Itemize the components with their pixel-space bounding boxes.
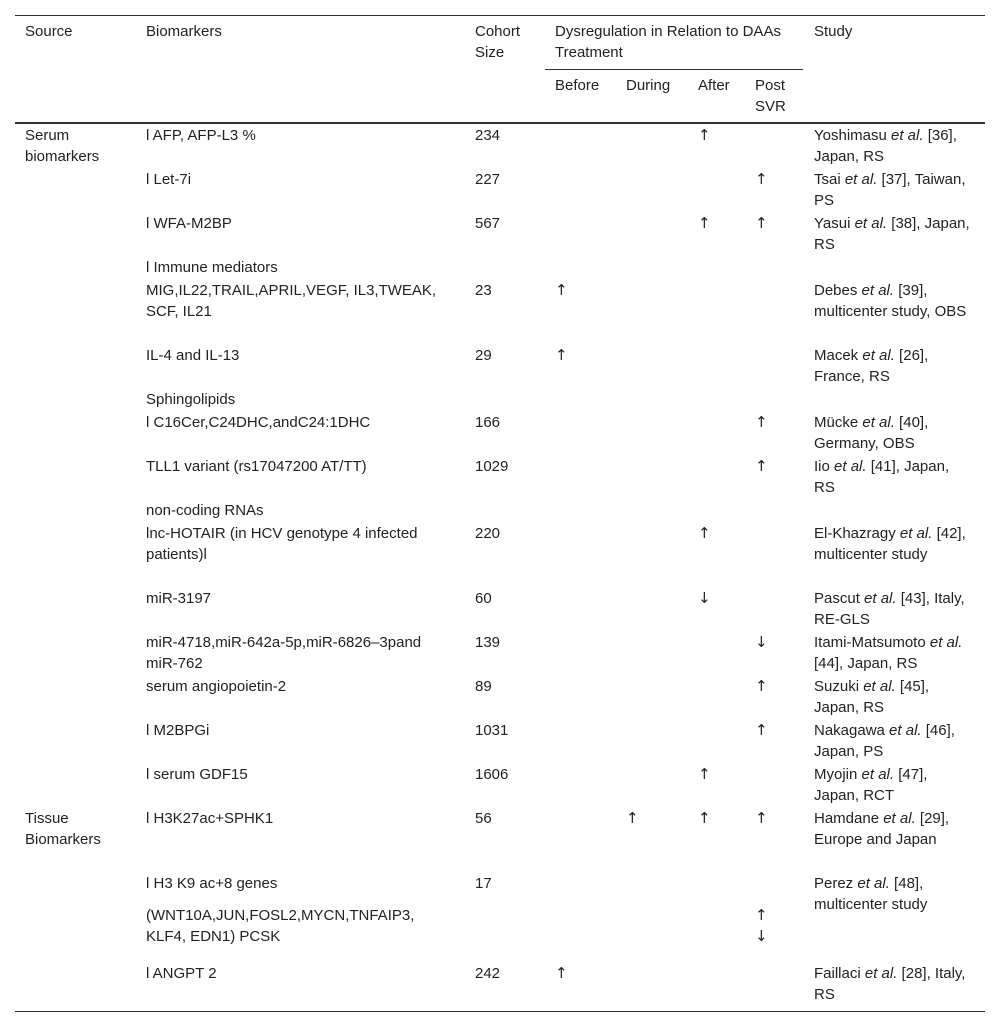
cohort-size-cell: 567 xyxy=(475,215,501,232)
study-cell: Yasui et al. [38], Japan, RS xyxy=(814,215,970,253)
post-svr-arrow: ↑ ↓ xyxy=(755,906,768,945)
post-svr-arrow: ↑ xyxy=(755,677,768,695)
post-svr-arrow: ↑ xyxy=(755,413,768,431)
biomarker-cell: l M2BPGi xyxy=(146,722,210,739)
study-cell: Debes et al. [39], multicenter study, OBS xyxy=(814,282,967,320)
study-cell: Mücke et al. [40], Germany, OBS xyxy=(814,414,929,452)
cohort-size-cell: 1029 xyxy=(475,458,509,475)
cohort-size-cell: 166 xyxy=(475,414,501,431)
cohort-size-cell: 89 xyxy=(475,678,492,695)
after-arrow: ↑ xyxy=(698,809,711,827)
study-cell: Nakagawa et al. [46], Japan, PS xyxy=(814,722,955,760)
header-post-svr: Post SVR xyxy=(755,77,786,115)
cohort-size-cell: 1031 xyxy=(475,722,509,739)
biomarker-cell: l Immune mediators xyxy=(146,259,278,276)
study-cell: Suzuki et al. [45], Japan, RS xyxy=(814,678,930,716)
biomarker-cell: MIG,IL22,TRAIL,APRIL,VEGF, IL3,TWEAK, SCF, IL21 xyxy=(146,282,437,320)
group-tissue: Tissue Biomarkers xyxy=(25,810,101,848)
study-cell: Myojin et al. [47], Japan, RCT xyxy=(814,766,928,804)
cohort-size-cell: 227 xyxy=(475,171,501,188)
after-arrow: ↑ xyxy=(698,765,711,783)
during-arrow: ↑ xyxy=(626,809,639,827)
cohort-size-cell: 17 xyxy=(475,875,492,892)
biomarker-cell: TLL1 variant (rs17047200 AT/TT) xyxy=(146,458,367,475)
cohort-size-cell: 242 xyxy=(475,965,501,982)
study-cell: Itami-Matsumoto et al. [44], Japan, RS xyxy=(814,634,963,672)
header-rule xyxy=(15,122,985,124)
biomarker-cell: l WFA-M2BP xyxy=(146,215,232,232)
study-cell: Yoshimasu et al. [36], Japan, RS xyxy=(814,127,957,165)
biomarker-cell: serum angiopoietin-2 xyxy=(146,678,287,695)
header-during: During xyxy=(626,77,671,94)
before-arrow: ↑ xyxy=(555,964,568,982)
header-cohort-size: Cohort Size xyxy=(475,23,521,61)
biomarker-cell: l AFP, AFP-L3 % xyxy=(146,127,256,144)
biomarker-cell: l ANGPT 2 xyxy=(146,965,217,982)
after-arrow: ↑ xyxy=(698,524,711,542)
study-cell: Pascut et al. [43], Italy, RE-GLS xyxy=(814,590,965,628)
biomarker-cell: l serum GDF15 xyxy=(146,766,248,783)
header-subrule xyxy=(545,69,803,70)
cohort-size-cell: 29 xyxy=(475,347,492,364)
top-rule xyxy=(15,15,985,16)
biomarker-cell: miR-3197 xyxy=(146,590,212,607)
cohort-size-cell: 234 xyxy=(475,127,501,144)
biomarker-cell: l Let-7i xyxy=(146,171,192,188)
post-svr-arrow: ↑ xyxy=(755,721,768,739)
cohort-size-cell: 1606 xyxy=(475,766,509,783)
cohort-size-cell: 60 xyxy=(475,590,492,607)
cohort-size-cell: 139 xyxy=(475,634,501,651)
header-study: Study xyxy=(814,23,853,40)
biomarker-cell: l H3K27ac+SPHK1 xyxy=(146,810,274,827)
biomarker-cell: (WNT10A,JUN,FOSL2,MYCN,TNFAIP3, KLF4, EDN1) PCSK xyxy=(146,907,415,945)
biomarker-cell: l H3 K9 ac+8 genes xyxy=(146,875,278,892)
biomarker-cell: l C16Cer,C24DHC,andC24:1DHC xyxy=(146,414,371,431)
after-arrow: ↑ xyxy=(698,126,711,144)
post-svr-arrow: ↑ xyxy=(755,170,768,188)
biomarker-cell: non-coding RNAs xyxy=(146,502,264,519)
header-dysregulation: Dysregulation in Relation to DAAs Treatment xyxy=(555,23,781,61)
cohort-size-cell: 220 xyxy=(475,525,501,542)
cohort-size-cell: 56 xyxy=(475,810,492,827)
study-cell: Tsai et al. [37], Taiwan, PS xyxy=(814,171,966,209)
header-biomarkers: Biomarkers xyxy=(146,23,222,40)
after-arrow: ↑ xyxy=(698,214,711,232)
biomarker-cell: Sphingolipids xyxy=(146,391,236,408)
biomarker-cell: lnc-HOTAIR (in HCV genotype 4 infected patients)l xyxy=(146,525,418,563)
biomarker-cell: IL-4 and IL-13 xyxy=(146,347,240,364)
group-serum: Serum biomarkers xyxy=(25,127,100,165)
study-cell: Faillaci et al. [28], Italy, RS xyxy=(814,965,966,1003)
study-cell: Iio et al. [41], Japan, RS xyxy=(814,458,950,496)
after-arrow: ↓ xyxy=(698,589,711,607)
study-cell: El-Khazragy et al. [42], multicenter study xyxy=(814,525,966,563)
bottom-rule xyxy=(15,1011,985,1012)
biomarker-cell: miR-4718,miR-642a-5p,miR-6826–3pand miR-762 xyxy=(146,634,422,672)
header-after: After xyxy=(698,77,730,94)
header-before: Before xyxy=(555,77,600,94)
header-source: Source xyxy=(25,23,73,40)
post-svr-arrow: ↑ xyxy=(755,809,768,827)
cohort-size-cell: 23 xyxy=(475,282,492,299)
study-cell: Hamdane et al. [29], Europe and Japan xyxy=(814,810,950,848)
post-svr-arrow: ↑ xyxy=(755,457,768,475)
study-cell: Macek et al. [26], France, RS xyxy=(814,347,929,385)
post-svr-arrow: ↓ xyxy=(755,633,768,651)
post-svr-arrow: ↑ xyxy=(755,214,768,232)
study-cell: Perez et al. [48], multicenter study xyxy=(814,875,928,913)
before-arrow: ↑ xyxy=(555,346,568,364)
before-arrow: ↑ xyxy=(555,281,568,299)
